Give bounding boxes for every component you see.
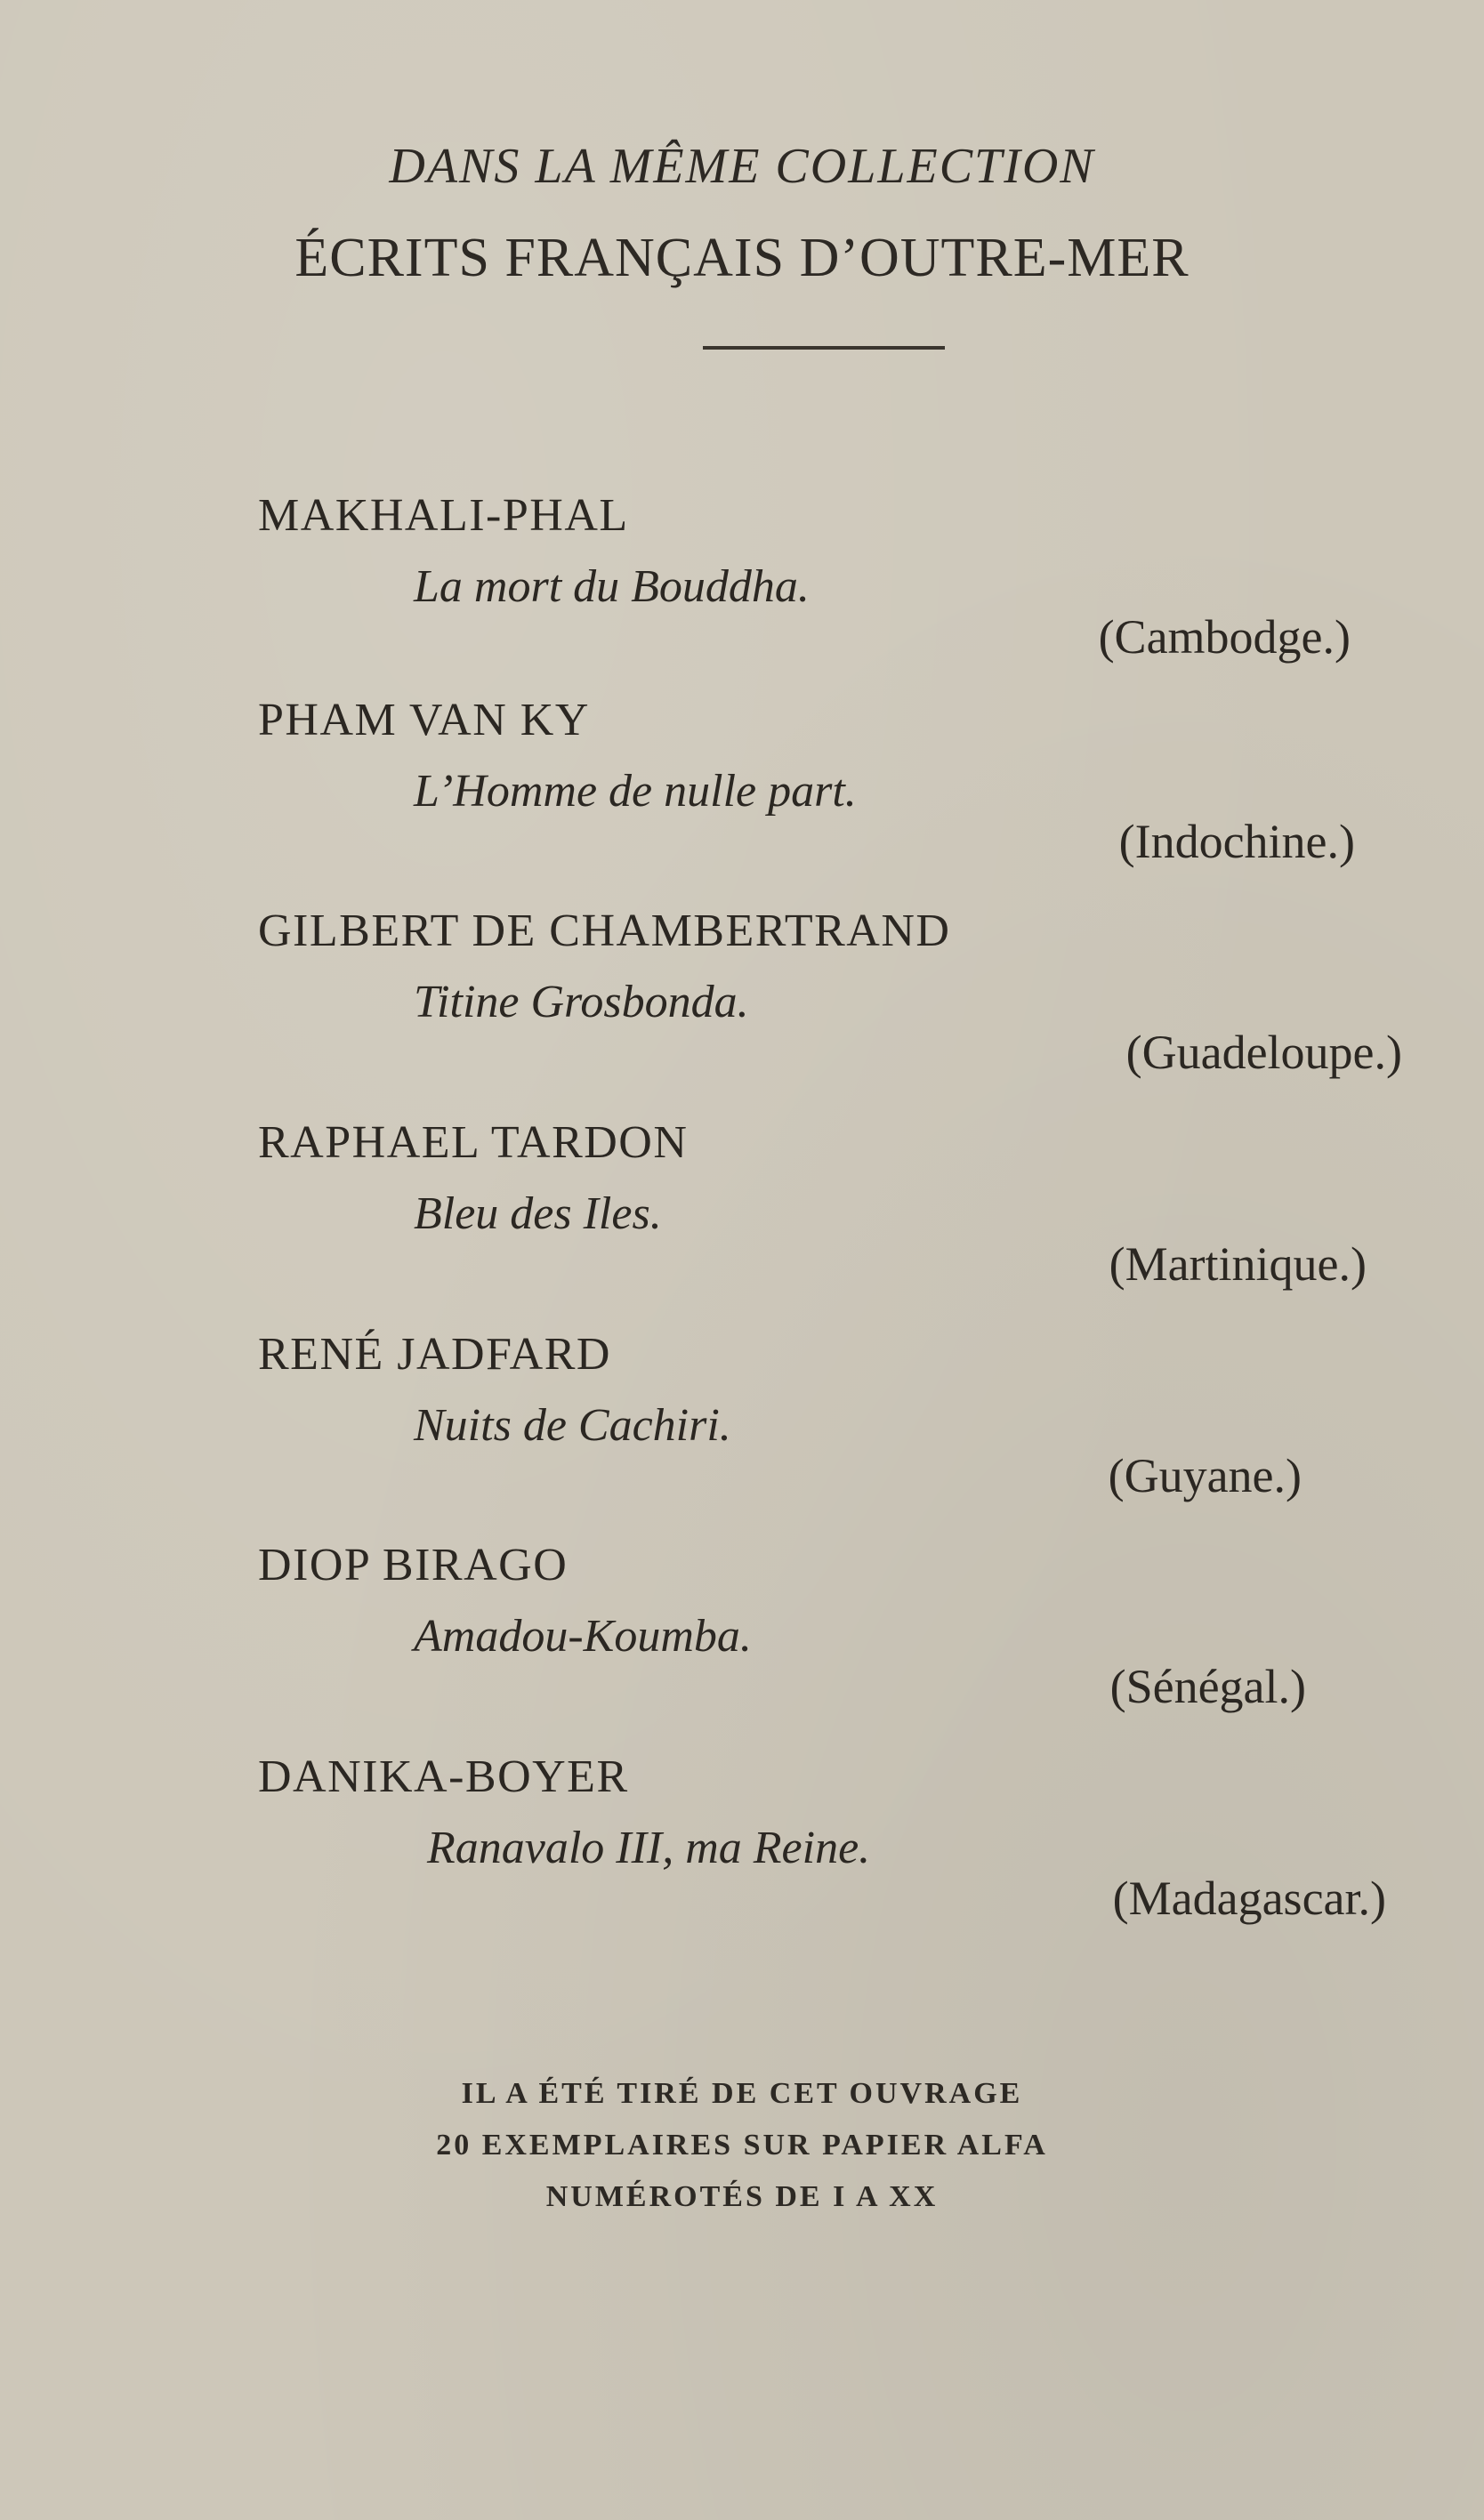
work-title: Amadou-Koumba. [414, 1611, 752, 1662]
author-name: MAKHALI-PHAL [258, 490, 629, 541]
list-item [0, 1751, 1484, 1955]
work-title: L’Homme de nulle part. [414, 766, 857, 817]
author-name: DANIKA-BOYER [258, 1751, 629, 1802]
collection-intro: DANS LA MÊME COLLECTION [389, 139, 1095, 194]
list-item [0, 1116, 1484, 1321]
list-item [0, 694, 1484, 898]
work-title: La mort du Bouddha. [414, 561, 810, 612]
author-name: PHAM VAN KY [258, 695, 590, 745]
author-name: GILBERT DE CHAMBERTRAND [258, 906, 951, 956]
work-title: Nuits de Cachiri. [414, 1400, 731, 1451]
list-item [0, 905, 1484, 1109]
work-origin: (Guyane.) [1108, 1449, 1302, 1502]
work-title: Titine Grosbonda. [414, 977, 749, 1027]
list-item [0, 1539, 1484, 1743]
work-origin: (Cambodge.) [1098, 610, 1351, 664]
collection-title: ÉCRITS FRANÇAIS D’OUTRE-MER [294, 228, 1190, 288]
work-origin: (Guadeloupe.) [1125, 1026, 1402, 1079]
work-title: Ranavalo III, ma Reine. [427, 1823, 871, 1873]
author-name: RAPHAEL TARDON [258, 1117, 689, 1168]
colophon [0, 2068, 1484, 2223]
work-origin: (Madagascar.) [1112, 1872, 1386, 1925]
list-item [0, 1328, 1484, 1533]
list-item [0, 489, 1484, 694]
work-origin: (Indochine.) [1118, 815, 1355, 868]
work-title: Bleu des Iles. [414, 1188, 662, 1239]
title-divider [703, 346, 945, 350]
colophon-line: NUMÉROTÉS DE I A XX [545, 2180, 939, 2213]
colophon-line: 20 EXEMPLAIRES SUR PAPIER ALFA [436, 2129, 1048, 2162]
work-origin: (Sénégal.) [1109, 1660, 1306, 1713]
author-name: RENÉ JADFARD [258, 1329, 611, 1380]
work-origin: (Martinique.) [1109, 1237, 1367, 1291]
author-name: DIOP BIRAGO [258, 1540, 569, 1590]
colophon-line: IL A ÉTÉ TIRÉ DE CET OUVRAGE [461, 2077, 1023, 2110]
